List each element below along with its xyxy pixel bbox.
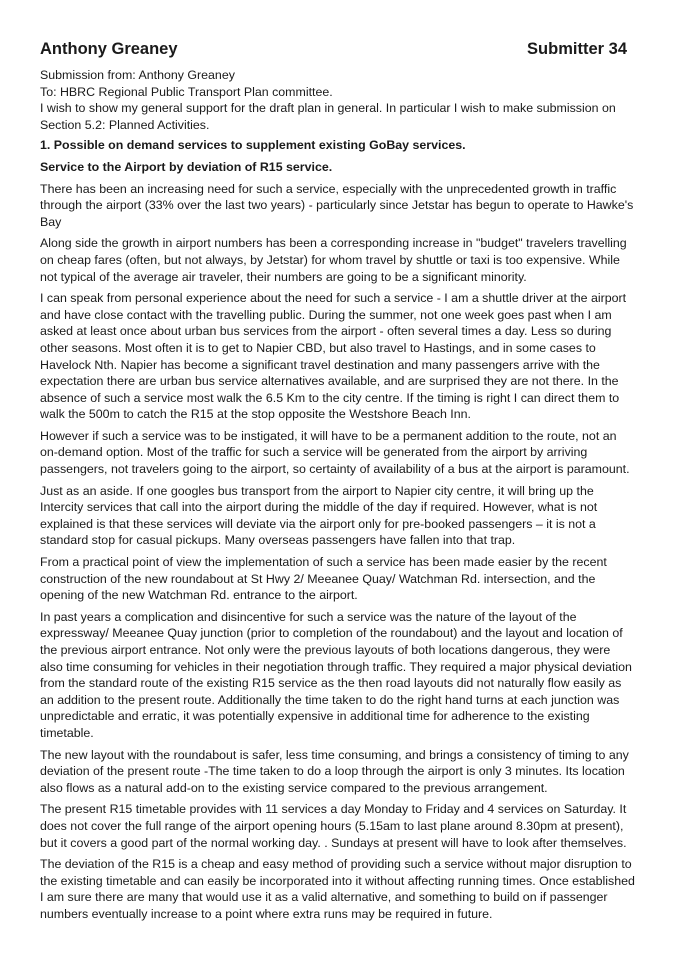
paragraph-practical: From a practical point of view the implementation of such a service has been made easier by the recent construction of the new roundabout at St Hwy 2/ Meeanee Quay/ Watchman Rd. intersection, and the opening of the new Watchman Rd. entrance to the airport. [40,555,607,603]
subsection-heading: Service to the Airport by deviation of R15 service. [40,159,333,174]
paragraph-budget-travelers: Along side the growth in airport numbers has been a corresponding increase in "budget" travelers travelling on cheap fares (often, but not always, by Jetstar) for whom travel by shuttle or taxi is too expensive. While not typical of the average air traveler, their numbers are going to be a significant minority. [40,236,627,284]
paragraph-new-layout: The new layout with the roundabout is safer, less time consuming, and brings a consistency of timing to any deviation of the present route -The time taken to do a loop through the airport is only 3 minutes. Its location also flows as a natural add-on to the existing service compared to the previous arrangement. [40,747,629,795]
author-title: Anthony Greaney [40,40,178,58]
section-heading: 1. Possible on demand services to supplement existing GoBay services. [40,138,466,153]
submission-to: To: HBRC Regional Public Transport Plan committee. [40,84,333,99]
paragraph-past-years: In past years a complication and disincentive for such a service was the nature of the layout of the expressway/ Meeanee Quay junction (prior to completion of the roundabout) and the layout and location of the previous airport entrance. Not only were the previous layouts of both locations dangerous, they were also time consuming for vehicles in their negotiation through traffic. They required a major physical deviation from the standard route of the existing R15 service as the then road layouts did not naturally flow easily as an addition to the present route. Additionally the time taken to do the right hand turns at each junction was unpredictable and erratic, it was potentially expensive in additional time for adherence to the existing timetable. [40,609,632,740]
paragraph-aside: Just as an aside. If one googles bus transport from the airport to Napier city centre, it will bring up the Intercity services that call into the airport during the middle of the day if required. However, what is not explained is that these services will deviate via the airport only for pre-booked passengers – it is not a standard stop for casual pickups. Many overseas passengers have fallen into that trap. [40,483,598,548]
document-header [40,40,635,59]
submission-from: Submission from: Anthony Greaney [40,68,235,82]
submitter-label: Submitter 34 [527,40,627,58]
submission-statement: I wish to show my general support for the draft plan in general. In particular I wish to make submission on Section 5.2: Planned Activities. [40,101,616,132]
paragraph-deviation: The deviation of the R15 is a cheap and easy method of providing such a service without major disruption to the existing timetable and can easily be incorporated into it without affecting running times. Once established I am sure there are many that would use it as a valid alternative, and something to build on if passenger numbers eventually increase to a point where extra runs may be required in future. [40,857,635,921]
paragraph-permanent-addition: However if such a service was to be instigated, it will have to be a permanent addition to the route, not an on-demand option. Most of the traffic for such a service will be generated from the airport by arriving passengers, not travelers going to the airport, so certainty of availability of a bus at the airport is paramount. [40,428,630,477]
paragraph-growth: There has been an increasing need for such a service, especially with the unprecedented growth in traffic through the airport (33% over the last two years) - particularly since Jetstar has begun to operate to Hawke's Bay [40,181,634,229]
paragraph-timetable: The present R15 timetable provides with 11 services a day Monday to Friday and 4 services on Saturday. It does not cover the full range of the airport opening hours (5.15am to last plane around 8.30pm at present), but it covers a good part of the normal working day. . Sundays at present will have to look after themselves. [40,802,627,850]
intro-block [40,67,635,133]
paragraph-personal-experience: I can speak from personal experience about the need for such a service - I am a shuttle driver at the airport and have close contact with the travelling public. During the summer, not one week goes past when I am asked at least once about urban bus services from the airport - often several times a day. Less so during other seasons. Most often it is to get to Napier CBD, but also travel to Hastings, and in some cases to Havelock Nth. Napier has become a significant travel destination and many passengers arrive with the expectation there are urban bus service alternatives available, and are surprised they are not there. In the absence of such a service most walk the 6.5 Km to the city centre. If the timing is right I can direct them to walk the 500m to catch the R15 at the stop opposite the Westshore Beach Inn. [40,291,627,422]
